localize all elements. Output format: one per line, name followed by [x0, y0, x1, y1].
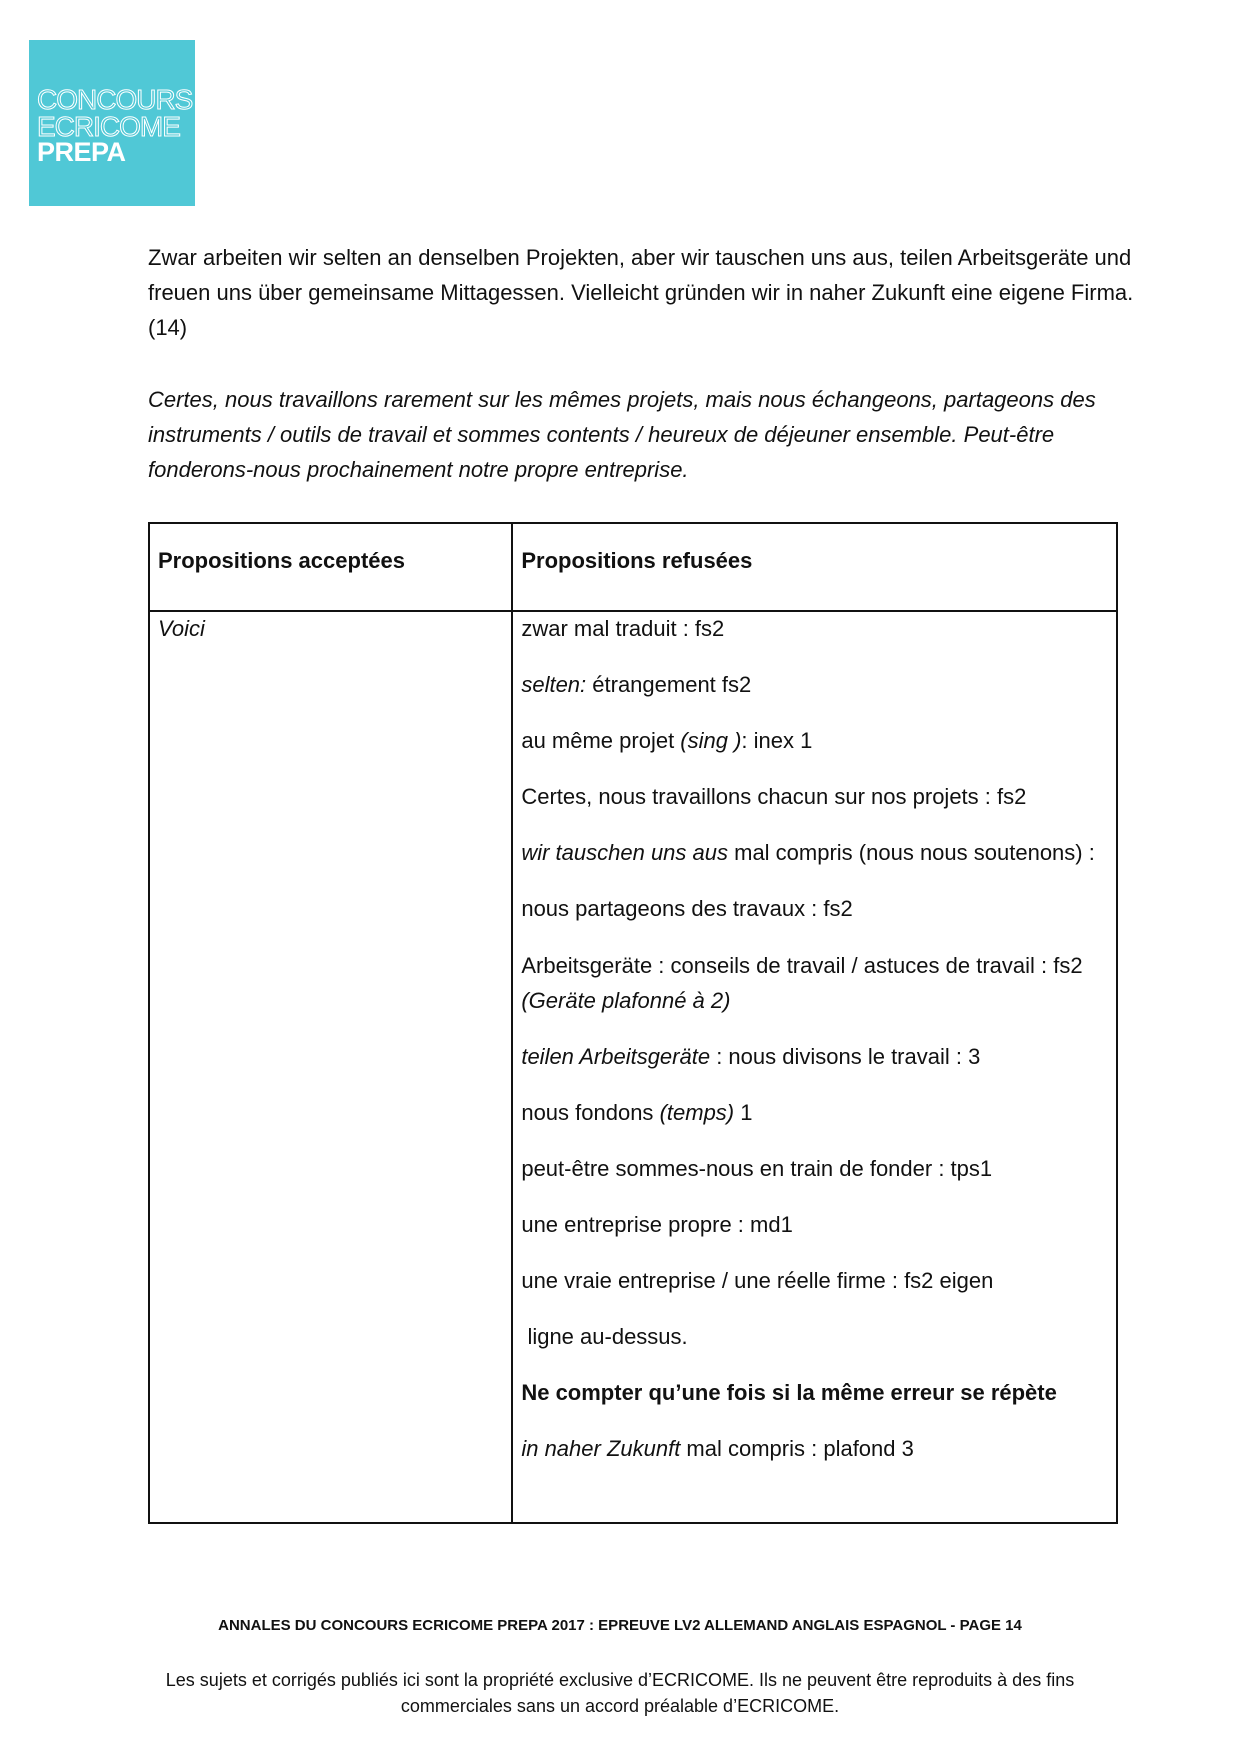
refused-cell — [512, 611, 1117, 1523]
refused-item — [521, 1264, 1108, 1298]
refused-item-text: Certes, nous travaillons chacun sur nos projets : fs2 — [521, 784, 1027, 809]
refused-item — [521, 724, 1108, 758]
refused-item-text: zwar mal traduit : fs2 — [521, 616, 725, 641]
refused-item-italic: in naher Zukunft — [521, 1436, 681, 1461]
refused-item-italic: selten: — [521, 672, 587, 697]
footer-copyright-note: Les sujets et corrigés publiés ici sont la propriété exclusive d’ECRICOME. Ils ne peuvent être reproduits à des fins commerciales sans un accord préalable d’ECRICOME. — [165, 1670, 1075, 1716]
refused-item-bold: Ne compter qu’une fois si la même erreur se répète — [521, 1380, 1057, 1405]
refused-item — [521, 1432, 1108, 1466]
refused-item — [521, 1208, 1108, 1242]
refused-item-text: mal compris : plafond 3 — [680, 1436, 914, 1461]
refused-item-text: : nous divisons le travail : 3 — [710, 1044, 981, 1069]
footer-title: ANNALES DU CONCOURS ECRICOME PREPA 2017 : EPREUVE LV2 ALLEMAND ANGLAIS ESPAGNOL - PAGE 14 — [218, 1617, 1022, 1634]
refused-item — [521, 1096, 1108, 1130]
table-header-row — [149, 523, 1117, 611]
refused-item-italic: (Geräte plafonné à 2) — [521, 988, 731, 1013]
refused-item-text: peut-être sommes-nous en train de fonder : tps1 — [521, 1156, 993, 1181]
logo-line-concours: CONCOURS — [37, 84, 193, 115]
refused-item — [521, 668, 1108, 702]
refused-item-text: une vraie entreprise / une réelle firme : fs2 eigen — [521, 1268, 994, 1293]
table-row — [149, 611, 1117, 1523]
german-paragraph: Zwar arbeiten wir selten an denselben Projekten, aber wir tauschen uns aus, teilen Arbeitsgeräte und freuen uns über gemeinsame Mittagessen. Vielleicht gründen wir in naher Zukunft eine eigene Firma. (14) — [148, 245, 1134, 340]
header-accepted: Propositions acceptées — [149, 523, 512, 611]
refused-item-italic: teilen Arbeitsgeräte — [521, 1044, 711, 1069]
refused-item-text: nous fondons — [521, 1100, 660, 1125]
logo-line-prepa: PREPA — [37, 137, 126, 167]
accepted-cell — [149, 611, 512, 1523]
refused-item — [521, 612, 1108, 646]
refused-item-text: Arbeitsgeräte : conseils de travail / astuces de travail : fs2 — [521, 953, 1083, 978]
refused-item-text: 1 — [734, 1100, 753, 1125]
refused-item — [521, 1376, 1108, 1410]
refused-item-italic: (temps) — [659, 1100, 735, 1125]
header-refused: Propositions refusées — [512, 523, 1117, 611]
refused-item — [521, 836, 1108, 870]
refused-item-italic: wir tauschen uns aus — [521, 840, 728, 865]
refused-item-text: une entreprise propre : md1 — [521, 1212, 793, 1237]
propositions-table — [148, 522, 1118, 1524]
accepted-item: Voici — [158, 616, 205, 641]
refused-item-text: nous partageons des travaux : fs2 — [521, 896, 853, 921]
refused-item — [521, 780, 1108, 814]
refused-item-italic: (sing ) — [680, 728, 742, 753]
refused-item-text: ligne au-dessus. — [521, 1324, 688, 1349]
ecricome-logo — [29, 40, 195, 206]
refused-item-text: : inex 1 — [741, 728, 813, 753]
refused-item-text: au même projet — [521, 728, 681, 753]
french-translation: Certes, nous travaillons rarement sur les mêmes projets, mais nous échangeons, partageons des instruments / outils de travail et sommes contents / heureux de déjeuner ensemble. Peut-être fonderons-nous prochainement notre propre entreprise. — [148, 387, 1096, 482]
refused-item-text: étrangement fs2 — [586, 672, 752, 697]
refused-item — [521, 948, 1108, 1018]
refused-item — [521, 892, 1108, 926]
refused-item-text: mal compris (nous nous soutenons) : — [728, 840, 1095, 865]
refused-item — [521, 1152, 1108, 1186]
logo-line-ecricome: ECRICOME — [37, 111, 180, 142]
refused-item — [521, 1040, 1108, 1074]
refused-item — [521, 1320, 1108, 1354]
